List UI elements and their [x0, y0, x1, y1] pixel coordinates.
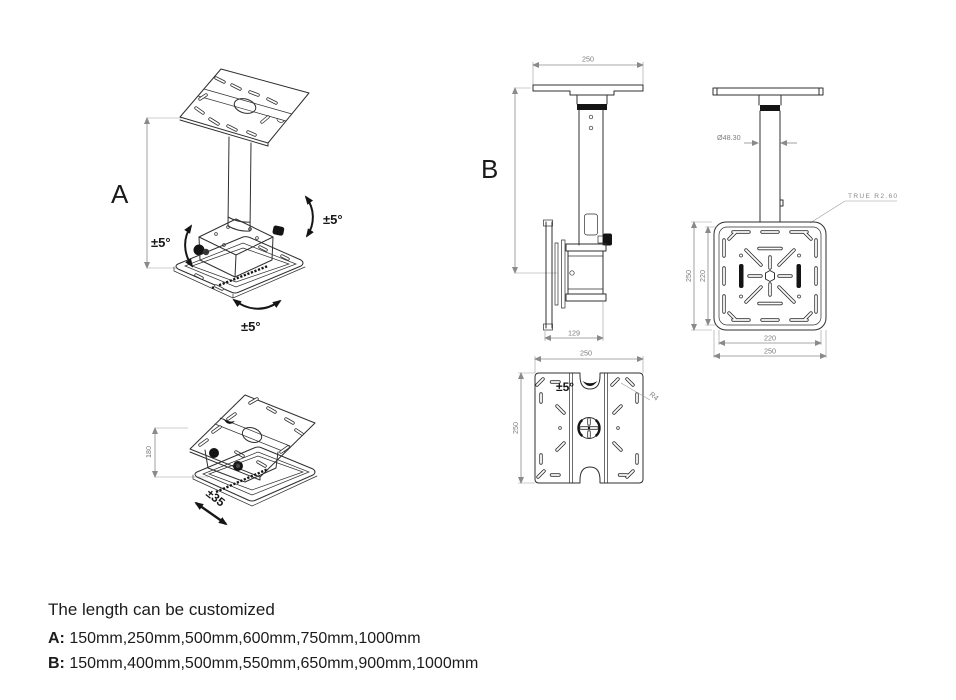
- pole: [228, 137, 251, 231]
- hub-center: [588, 427, 590, 429]
- center-hub: [766, 271, 775, 282]
- dim-label-width: 250: [580, 348, 592, 358]
- tilt-arrow-left: [185, 226, 192, 266]
- plate-inner: [719, 227, 821, 325]
- perimeter-slots-outer: [724, 232, 816, 320]
- screw: [256, 237, 259, 240]
- footer-title: The length can be customized: [48, 600, 275, 619]
- top-plate-channel: [215, 418, 290, 452]
- hole: [798, 295, 801, 298]
- hole: [740, 254, 743, 257]
- vesa-hook-top: [544, 220, 553, 226]
- dim-label-height: 180: [144, 446, 153, 458]
- screw: [215, 233, 218, 236]
- pole-cutout: [585, 214, 598, 235]
- dim-label-bracket-depth: 129: [568, 328, 580, 338]
- tilt-rack-strip: [212, 266, 268, 288]
- head-box: [568, 251, 603, 294]
- view-iso-extended: [111, 69, 343, 334]
- option-b-label: B:: [48, 655, 65, 672]
- radius-note: R4: [647, 389, 661, 403]
- view-side: [684, 88, 898, 358]
- left-knob: [209, 448, 219, 458]
- radius-leader: [810, 201, 897, 223]
- footer: [48, 600, 478, 680]
- vesa-plate: [546, 222, 552, 328]
- radius-note: TRUE R2.60: [848, 193, 899, 200]
- swivel-arrow-bottom: [234, 300, 280, 309]
- dim-label-plate-height: 250: [684, 270, 693, 282]
- option-b-values: 150mm,400mm,500mm,550mm,650mm,900mm,1000mm: [64, 655, 479, 672]
- length-options-a: [48, 630, 478, 648]
- perimeter-slots-inner: [724, 232, 816, 320]
- dim-label-ceiling-width: 250: [582, 54, 594, 64]
- notch-wedge: [583, 381, 598, 386]
- pole-hole: [589, 115, 593, 119]
- dim-label-plate-width: 250: [764, 346, 776, 356]
- dim-label-height: 250: [511, 422, 520, 434]
- dim-extension-lines: [515, 88, 557, 273]
- option-a-values: 150mm,250mm,500mm,600mm,750mm,1000mm: [64, 630, 421, 647]
- top-plate-channel: [198, 89, 292, 122]
- view-b-label: B: [481, 154, 499, 184]
- view-ceiling-plate: [511, 349, 661, 484]
- pole-hole: [589, 126, 593, 130]
- head-box-lines: [568, 256, 603, 289]
- pole-collar: [760, 105, 780, 111]
- tilt-range-label: ±5°: [556, 380, 575, 394]
- length-options-b: [48, 655, 478, 673]
- center-slots-inner: [746, 249, 794, 304]
- hole: [740, 295, 743, 298]
- head-bottom-flange: [566, 294, 606, 301]
- tilt-arrow-right: [306, 197, 313, 236]
- hole: [798, 254, 801, 257]
- dim-extension-lines: [533, 62, 643, 85]
- lock-bar-left: [739, 264, 744, 288]
- dim-label-slot-height: 220: [698, 270, 707, 282]
- ceiling-plate: [533, 85, 643, 104]
- spacer-plates: [555, 240, 565, 308]
- pivot-hole: [570, 271, 574, 275]
- pole: [579, 110, 603, 245]
- head-top-flange: [566, 244, 606, 251]
- dim-label-slot-width: 220: [764, 333, 776, 343]
- option-a-label: A:: [48, 630, 65, 647]
- vesa-hook-bottom: [544, 324, 553, 330]
- ceiling-plate: [713, 88, 823, 105]
- base-plate-thickness: [174, 267, 305, 298]
- dim-label-pole-diameter: Ø48.30: [717, 133, 741, 142]
- swivel-label-bottom: ±5°: [241, 319, 261, 334]
- pole: [760, 111, 783, 222]
- hole: [617, 427, 620, 430]
- hole: [559, 427, 562, 430]
- tilt-label-left: ±5°: [151, 235, 171, 250]
- view-a-label: A: [111, 179, 129, 209]
- top-plate-hole: [232, 96, 257, 116]
- lock-bar-right: [797, 264, 802, 288]
- view-front: [481, 55, 643, 342]
- tilt-label-right: ±5°: [323, 212, 343, 227]
- base-plate-rims: [203, 452, 309, 495]
- travel-range-label: ±35: [203, 486, 228, 510]
- view-iso-collapsed: [144, 395, 317, 524]
- pole-collar: [577, 104, 607, 110]
- right-knob: [272, 225, 285, 236]
- top-plate-outline: [180, 69, 309, 146]
- front-knob-cap: [236, 464, 240, 468]
